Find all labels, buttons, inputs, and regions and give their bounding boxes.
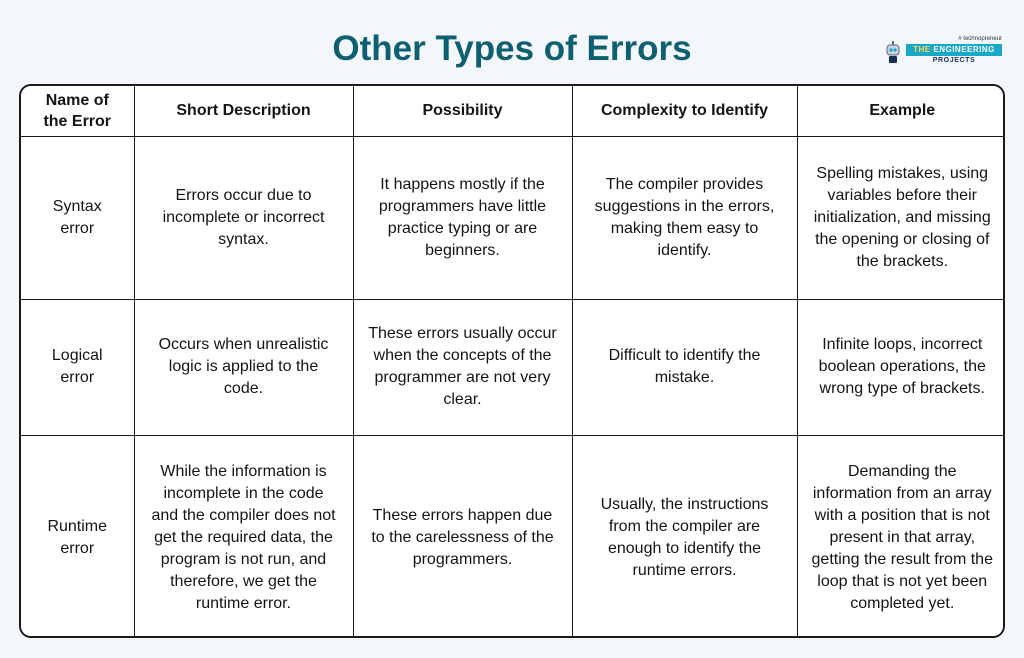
table-row <box>21 435 1005 638</box>
logo-name: ENGINEERING <box>933 45 995 54</box>
header-description: Short Description <box>134 86 353 136</box>
errors-table <box>19 84 1005 638</box>
header-possibility: Possibility <box>353 86 572 136</box>
table-row <box>21 299 1005 435</box>
header-complexity: Complexity to Identify <box>572 86 797 136</box>
cell-name: Logical error <box>21 299 134 435</box>
cell-description: While the information is incomplete in the code and the compiler does not get the required data, the program is not run, and therefore, we get the runtime error. <box>134 435 353 638</box>
table-header-row <box>21 86 1005 136</box>
cell-complexity: Usually, the instructions from the compiler are enough to identify the runtime errors. <box>572 435 797 638</box>
cell-possibility: These errors happen due to the carelessness of the programmers. <box>353 435 572 638</box>
cell-complexity: Difficult to identify the mistake. <box>572 299 797 435</box>
cell-name: Syntax error <box>21 136 134 299</box>
robot-icon <box>884 40 902 66</box>
header-name: Name of the Error <box>21 86 134 136</box>
cell-description: Occurs when unrealistic logic is applied to the code. <box>134 299 353 435</box>
logo-the: THE <box>913 45 931 54</box>
brand-logo <box>884 36 1002 70</box>
cell-example: Demanding the information from an array with a position that is not present in that array, getting the result from the loop that is not yet been completed yet. <box>797 435 1005 638</box>
cell-example: Spelling mistakes, using variables before their initialization, and missing the opening or closing of the brackets. <box>797 136 1005 299</box>
logo-sub: PROJECTS <box>932 57 976 64</box>
cell-name: Runtime error <box>21 435 134 638</box>
cell-complexity: The compiler provides suggestions in the errors, making them easy to identify. <box>572 136 797 299</box>
cell-possibility: It happens mostly if the programmers have little practice typing or are beginners. <box>353 136 572 299</box>
cell-example: Infinite loops, incorrect boolean operations, the wrong type of brackets. <box>797 299 1005 435</box>
header-example: Example <box>797 86 1005 136</box>
cell-description: Errors occur due to incomplete or incorrect syntax. <box>134 136 353 299</box>
page-title: Other Types of Errors <box>332 29 692 68</box>
logo-band <box>906 44 1002 56</box>
cell-possibility: These errors usually occur when the concepts of the programmer are not very clear. <box>353 299 572 435</box>
table-row <box>21 136 1005 299</box>
logo-tagline: # technopreneur <box>958 36 1002 42</box>
